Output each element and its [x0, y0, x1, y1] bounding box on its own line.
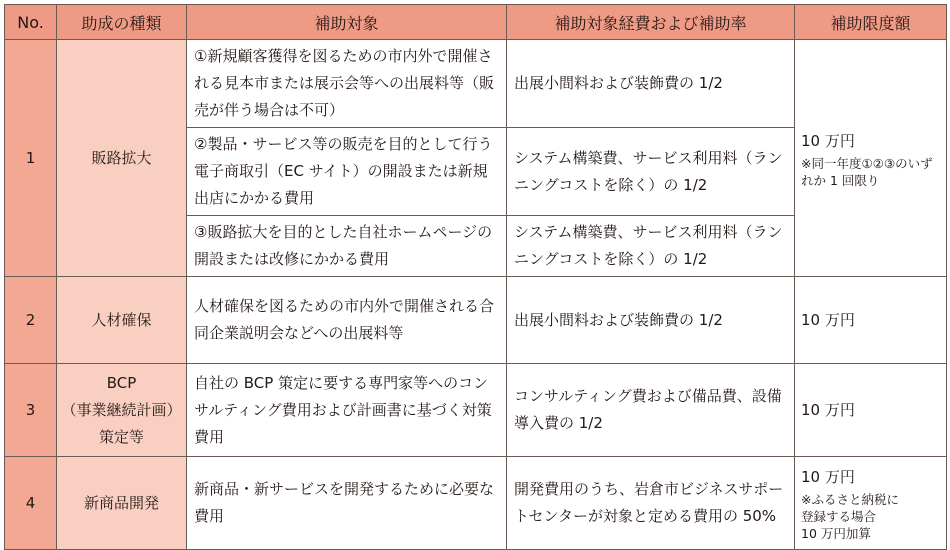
subsidy-cost: 出展小間料および装飾費の 1/2	[507, 40, 795, 128]
subsidy-kind-line: 策定等	[98, 427, 144, 446]
table-row	[5, 457, 947, 550]
row-number: 4	[5, 457, 57, 550]
header-limit: 補助限度額	[795, 5, 947, 40]
table-row	[5, 277, 947, 364]
subsidy-table	[4, 4, 947, 550]
subsidy-kind	[57, 364, 187, 457]
subsidy-target: 新商品・新サービスを開発するために必要な費用	[187, 457, 507, 550]
subsidy-kind: 販路拡大	[57, 40, 187, 277]
subsidy-target: ③販路拡大を目的とした自社ホームページの開設または改修にかかる費用	[187, 216, 507, 277]
subsidy-target: ②製品・サービス等の販売を目的として行う電子商取引（EC サイト）の開設または新規出店にかかる費用	[187, 128, 507, 216]
subsidy-target: 自社の BCP 策定に要する専門家等へのコンサルティング費用および計画書に基づく対策費用	[187, 364, 507, 457]
subsidy-target: 人材確保を図るための市内外で開催される合同企業説明会などへの出展料等	[187, 277, 507, 364]
subsidy-cost: システム構築費、サービス利用料（ランニングコストを除く）の 1/2	[507, 216, 795, 277]
subsidy-limit-note-line: ※ふるさと納税に	[801, 492, 899, 507]
subsidy-limit-note-line: 登録する場合	[801, 509, 877, 524]
subsidy-cost: システム構築費、サービス利用料（ランニングコストを除く）の 1/2	[507, 128, 795, 216]
subsidy-limit: 10 万円	[795, 364, 947, 457]
subsidy-table-container	[4, 4, 946, 541]
header-cost: 補助対象経費および補助率	[507, 5, 795, 40]
subsidy-limit-note-line: 10 万円加算	[801, 526, 871, 541]
subsidy-target: ①新規顧客獲得を図るための市内外で開催される見本市または展示会等への出展料等（販売が伴う場合は不可）	[187, 40, 507, 128]
subsidy-kind: 新商品開発	[57, 457, 187, 550]
subsidy-limit: 10 万円	[801, 468, 855, 486]
row-number: 3	[5, 364, 57, 457]
subsidy-limit: 10 万円	[795, 277, 947, 364]
subsidy-kind: 人材確保	[57, 277, 187, 364]
subsidy-limit-cell	[795, 457, 947, 550]
subsidy-cost: 開発費用のうち、岩倉市ビジネスサポートセンターが対象と定める費用の 50%	[507, 457, 795, 550]
header-no: No.	[5, 5, 57, 40]
header-row	[5, 5, 947, 40]
subsidy-limit-cell	[795, 40, 947, 277]
header-target: 補助対象	[187, 5, 507, 40]
subsidy-limit-note: ※同一年度①②③のいずれか 1 回限り	[801, 155, 933, 188]
row-number: 2	[5, 277, 57, 364]
subsidy-kind-line: BCP	[106, 373, 137, 392]
table-row	[5, 40, 947, 128]
table-row	[5, 364, 947, 457]
subsidy-limit: 10 万円	[801, 131, 855, 150]
row-number: 1	[5, 40, 57, 277]
subsidy-cost: 出展小間料および装飾費の 1/2	[507, 277, 795, 364]
subsidy-cost: コンサルティング費および備品費、設備導入費の 1/2	[507, 364, 795, 457]
subsidy-kind-line: （事業継続計画）	[61, 400, 182, 419]
header-kind: 助成の種類	[57, 5, 187, 40]
